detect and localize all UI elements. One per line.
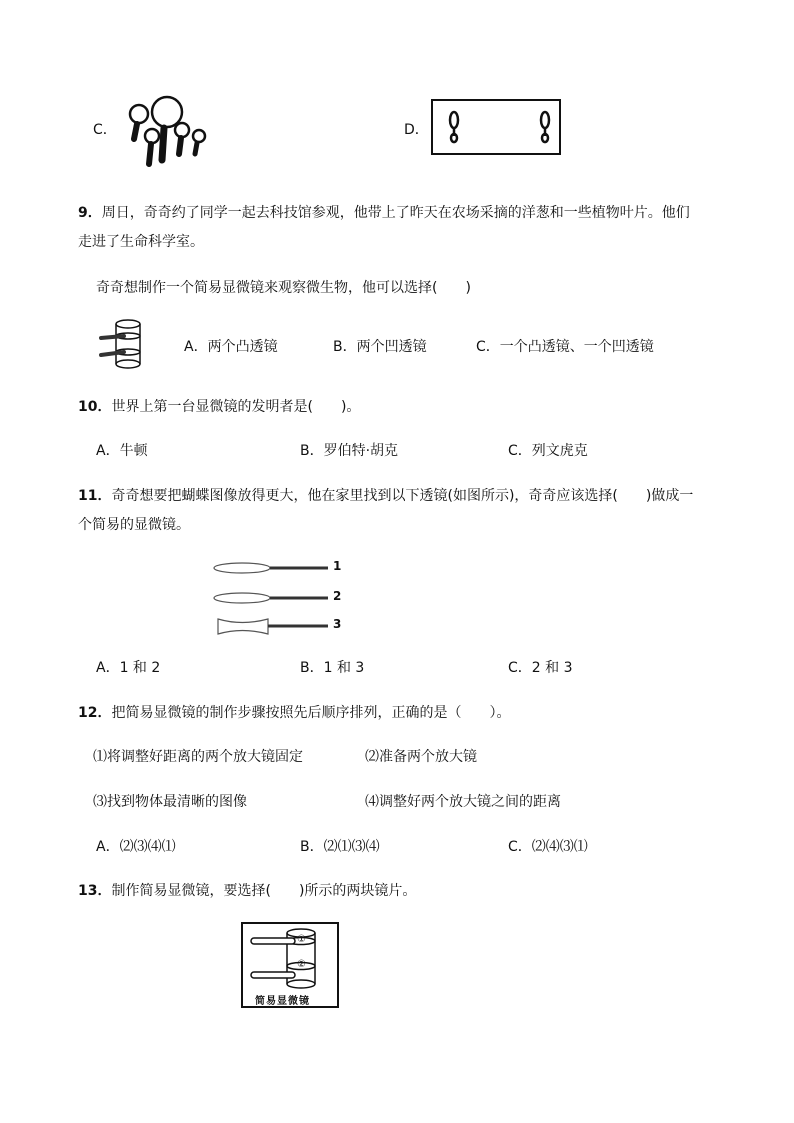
q10-option-b: B．罗伯特·胡克 — [300, 443, 399, 459]
question-9-line2: 走进了生命科学室。 — [78, 234, 204, 250]
lens-mark-2: ② — [297, 959, 306, 970]
q12-step-2: ⑵准备两个放大镜 — [365, 749, 477, 765]
q10-option-a: A．牛顿 — [96, 443, 148, 459]
q12-step-1: ⑴将调整好距离的两个放大镜固定 — [93, 749, 303, 765]
question-12-number: 12． — [78, 705, 112, 721]
question-13-number: 13． — [78, 883, 112, 899]
q9-option-a: A．两个凸透镜 — [184, 339, 278, 355]
lens-frame-figure — [430, 98, 562, 156]
q10-option-c: C．列文虎克 — [508, 443, 588, 459]
q11-option-b: B．1 和 3 — [300, 660, 365, 676]
microscope-tube-figure — [98, 318, 146, 370]
q12-step-4: ⑷调整好两个放大镜之间的距离 — [365, 794, 561, 810]
q9-option-b: B．两个凹透镜 — [333, 339, 427, 355]
lens-set-figure — [212, 556, 352, 642]
question-13 — [78, 880, 416, 900]
q12-option-c: C．⑵⑷⑶⑴ — [508, 839, 588, 855]
question-9-text: 周日，奇奇约了同学一起去科技馆参观，他带上了昨天在农场采摘的洋葱和一些植物叶片。他们 — [101, 205, 690, 221]
q12-step-3: ⑶找到物体最清晰的图像 — [93, 794, 247, 810]
question-9-line1 — [78, 202, 690, 222]
question-11-number: 11． — [78, 488, 112, 504]
lens-label-1: 1 — [333, 559, 342, 573]
simple-microscope-drawing — [243, 924, 337, 990]
question-11-text: 奇奇想要把蝴蝶图像放得更大，他在家里找到以下透镜(如图所示)，奇奇应该选择( )做成一 — [111, 488, 694, 504]
lens-mark-1: ① — [297, 934, 306, 945]
question-9-subquestion: 奇奇想制作一个简易显微镜来观察微生物，他可以选择( ) — [96, 280, 471, 296]
question-10-text: 世界上第一台显微镜的发明者是( )。 — [111, 399, 361, 415]
question-11-line2: 个简易的显微镜。 — [78, 517, 190, 533]
q9-option-c: C．一个凸透镜、一个凹透镜 — [476, 339, 654, 355]
magnifying-glasses-figure — [120, 92, 215, 167]
question-10-number: 10． — [78, 399, 112, 415]
question-12-text: 把简易显微镜的制作步骤按照先后顺序排列，正确的是（ ）。 — [111, 705, 511, 721]
q12-option-b: B．⑵⑴⑶⑷ — [300, 839, 380, 855]
question-9-number: 9． — [78, 205, 102, 221]
q12-option-a: A．⑵⑶⑷⑴ — [96, 839, 176, 855]
lens-label-3: 3 — [333, 617, 342, 631]
option-d-label: D． — [404, 122, 429, 138]
question-12 — [78, 702, 510, 722]
option-c-label: C． — [93, 122, 117, 138]
simple-microscope-figure — [241, 922, 339, 1008]
question-11-line1 — [78, 485, 693, 505]
q11-option-a: A．1 和 2 — [96, 660, 161, 676]
question-13-text: 制作简易显微镜，要选择( )所示的两块镜片。 — [111, 883, 417, 899]
figure-caption: 简易显微镜 — [255, 996, 310, 1007]
lens-label-2: 2 — [333, 589, 342, 603]
q11-option-c: C．2 和 3 — [508, 660, 573, 676]
question-10 — [78, 396, 360, 416]
